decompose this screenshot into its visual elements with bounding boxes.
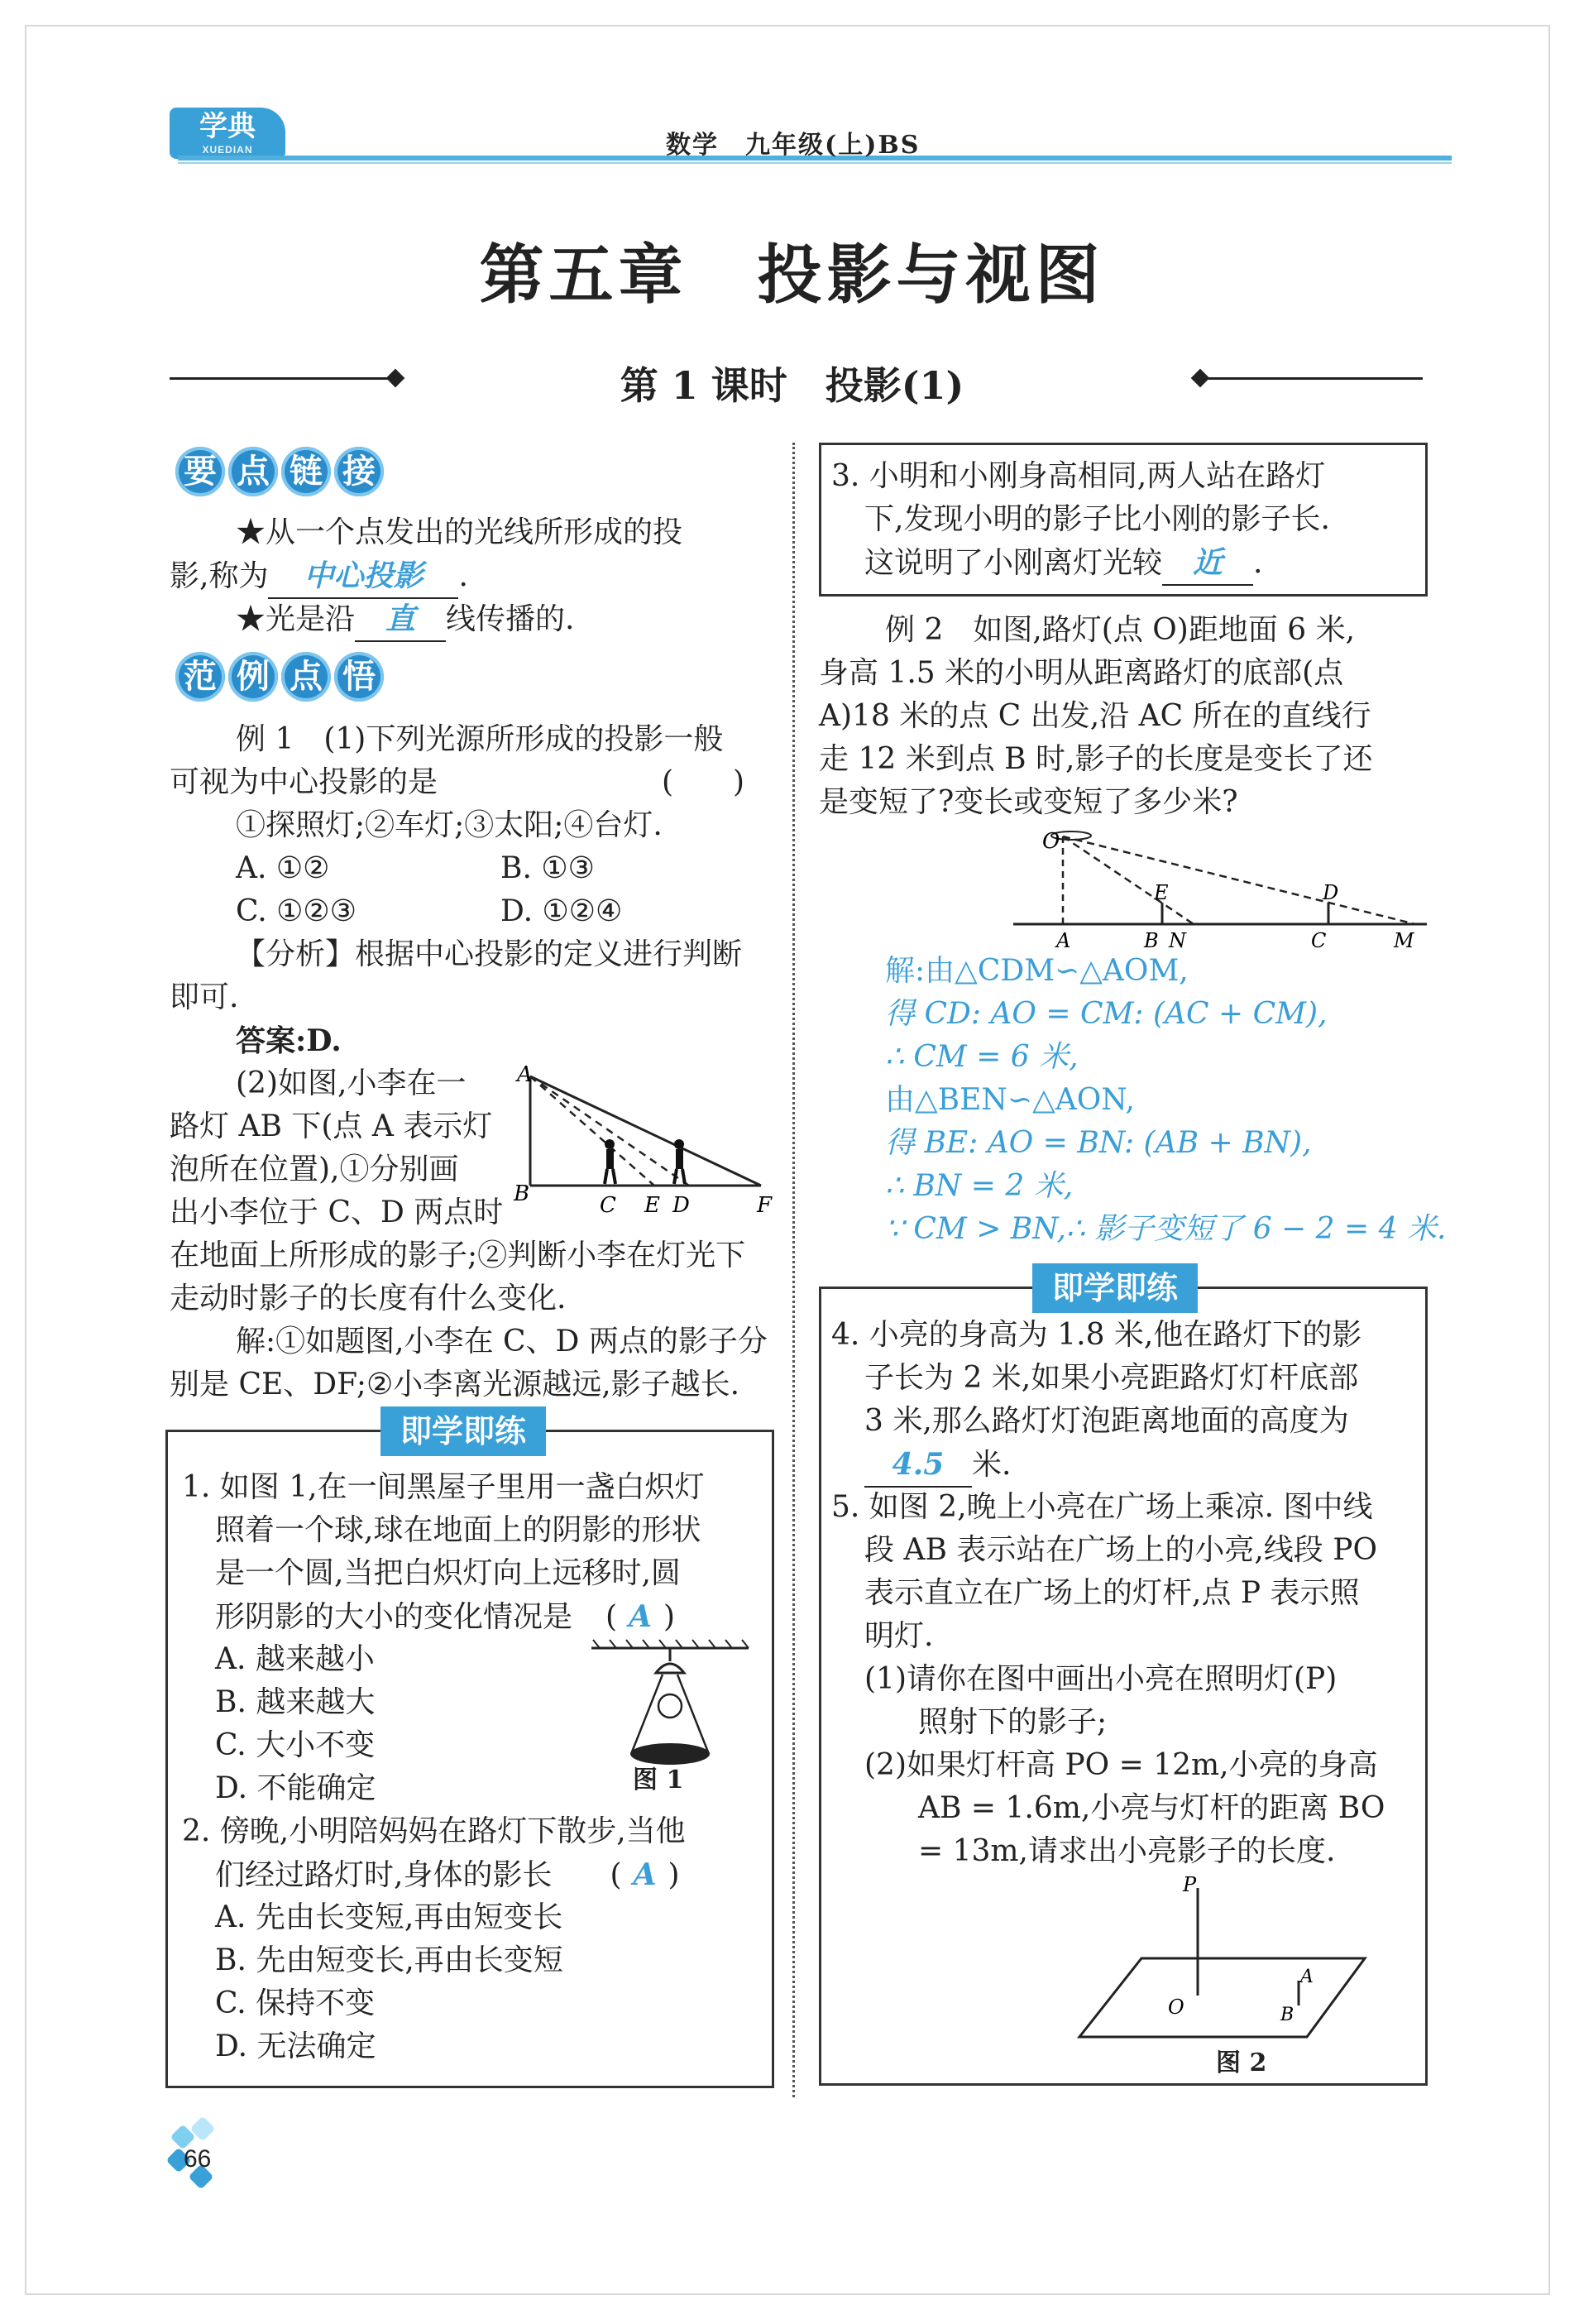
q1-line2: 照着一个球,球在地面上的阴影的形状 xyxy=(215,1513,701,1547)
key-points-badge: 要 点 链 接 xyxy=(175,447,384,496)
option-a: A. ①② xyxy=(236,851,330,885)
q2-line2: 们经过路灯时,身体的影长 ( A ) xyxy=(215,1857,680,1892)
example-1-line1: 例 1 (1)下列光源所形成的投影一般 xyxy=(236,722,724,756)
example-2-solution-1: 解:由△CDM∽△AOM, xyxy=(885,954,1189,988)
svg-text:O: O xyxy=(1168,1996,1184,2019)
figure-1-caption: 图 1 xyxy=(633,1766,684,1795)
q5-sub2-line1: (2)如果灯杆高 PO = 12m,小亮的身高 xyxy=(864,1748,1378,1782)
q2-option-a: A. 先由长变短,再由短变长 xyxy=(215,1900,563,1934)
svg-text:D: D xyxy=(672,1193,690,1218)
figure-2-caption: 图 2 xyxy=(1216,2048,1267,2077)
q2-option-b: B. 先由短变长,再由长变短 xyxy=(215,1943,563,1977)
lamp-ball-figure xyxy=(583,1638,757,1771)
option-b: B. ①③ xyxy=(500,851,595,885)
svg-text:B: B xyxy=(1280,2005,1294,2025)
example-2-line5: 是变短了?变长或变短了多少米? xyxy=(819,785,1238,819)
example-2-line3: A)18 米的点 C 出发,沿 AC 所在的直线行 xyxy=(819,699,1371,733)
q2-answer: A xyxy=(633,1857,657,1892)
example-2-figure xyxy=(1005,823,1435,951)
q5-sub2-line2: AB = 1.6m,小亮与灯杆的距离 BO xyxy=(918,1791,1385,1825)
q3-line1: 3. 小明和小刚身高相同,两人站在路灯 xyxy=(831,459,1326,493)
solution-line1: 解:①如题图,小李在 C、D 两点的影子分 xyxy=(236,1325,768,1358)
q2-option-d: D. 无法确定 xyxy=(215,2029,376,2063)
header-rule-thin xyxy=(178,162,1452,164)
option-d: D. ①②④ xyxy=(500,894,623,928)
q4-line3: 3 米,那么路灯灯泡距离地面的高度为 xyxy=(864,1404,1349,1438)
example-2-solution-5: 得 BE: AO = BN: (AB + BN), xyxy=(885,1126,1312,1160)
key-point-1-cont: 影,称为 中心投影 . xyxy=(170,554,468,599)
svg-text:A: A xyxy=(1056,929,1071,951)
svg-text:F: F xyxy=(757,1193,773,1218)
example-2-solution-4: 由△BEN∽△AON, xyxy=(885,1083,1135,1117)
svg-text:A: A xyxy=(1300,1967,1314,1987)
q1-option-c: C. 大小不变 xyxy=(215,1728,376,1762)
publisher-logo: 学典 XUEDIAN xyxy=(170,108,285,159)
svg-text:E: E xyxy=(1154,881,1169,904)
subject-grade: 数学 九年级(上)BS xyxy=(666,131,921,160)
column-divider xyxy=(792,443,795,2097)
q5-line3: 表示直立在广场上的灯杆,点 P 表示照 xyxy=(864,1576,1360,1610)
svg-text:M: M xyxy=(1394,929,1414,951)
key-point-2-answer: 直 xyxy=(355,597,446,642)
option-c: C. ①②③ xyxy=(236,894,357,928)
q1-option-a: A. 越来越小 xyxy=(215,1642,375,1676)
q5-sub1-line1: (1)请你在图中画出小亮在照明灯(P) xyxy=(864,1662,1338,1696)
title-rule-right xyxy=(1199,377,1423,380)
svg-text:C: C xyxy=(600,1193,616,1218)
answer-paren: ( ) xyxy=(662,765,745,799)
svg-text:E: E xyxy=(644,1193,660,1218)
q4-answer: 4.5 xyxy=(864,1443,972,1488)
q5-sub1-line2: 照射下的影子; xyxy=(918,1705,1108,1739)
example-2-solution-6: ∴ BN = 2 米, xyxy=(885,1169,1074,1203)
example-2-line4: 走 12 米到点 B 时,影子的长度是变长了还 xyxy=(819,742,1373,776)
square-figure xyxy=(1067,1871,1381,2053)
solution-line2: 别是 CE、DF;②小李离光源越远,影子越长. xyxy=(170,1368,740,1402)
example-1-q2-line2: 路灯 AB 下(点 A 表示灯 xyxy=(170,1109,493,1143)
key-point-1: ★从一个点发出的光线所形成的投 xyxy=(236,515,683,549)
q5-line4: 明灯. xyxy=(864,1619,934,1653)
q4-line1: 4. 小亮的身高为 1.8 米,他在路灯下的影 xyxy=(831,1318,1362,1352)
example-2-solution-7: ∵ CM > BN,∴ 影子变短了 6 − 2 = 4 米. xyxy=(885,1212,1447,1246)
q5-line1: 5. 如图 2,晚上小亮在广场上乘凉. 图中线 xyxy=(831,1490,1373,1524)
examples-badge: 范 例 点 悟 xyxy=(175,652,384,702)
svg-text:B: B xyxy=(514,1181,530,1206)
svg-text:A: A xyxy=(517,1063,533,1087)
page-number: 66 xyxy=(184,2145,212,2173)
q1-line1: 1. 如图 1,在一间黑屋子里用一盏白炽灯 xyxy=(182,1470,705,1504)
svg-text:D: D xyxy=(1323,881,1339,904)
analysis-line1: 【分析】根据中心投影的定义进行判断 xyxy=(236,937,743,971)
example-1-q2-line1: (2)如图,小李在一 xyxy=(236,1066,467,1100)
practice-tab-right: 即学即练 xyxy=(1032,1263,1198,1313)
example-2-line1: 例 2 如图,路灯(点 O)距地面 6 米, xyxy=(885,613,1356,647)
q1-answer: A xyxy=(629,1599,652,1634)
q5-sub2-line3: = 13m,请求出小亮影子的长度. xyxy=(918,1834,1336,1868)
analysis-line2: 即可. xyxy=(170,980,239,1014)
q3-line3: 这说明了小刚离灯光较 近 . xyxy=(864,541,1262,586)
q2-option-c: C. 保持不变 xyxy=(215,1986,376,2020)
example-2-solution-3: ∴ CM = 6 米, xyxy=(885,1040,1079,1074)
svg-text:N: N xyxy=(1169,929,1186,951)
streetlamp-figure xyxy=(509,1063,773,1224)
example-1-line2: 可视为中心投影的是 xyxy=(170,765,438,799)
q1-line4: 形阴影的大小的变化情况是 ( A ) xyxy=(215,1599,676,1634)
svg-text:B: B xyxy=(1144,929,1159,951)
example-2-line2: 身高 1.5 米的小明从距离路灯的底部(点 xyxy=(819,656,1344,690)
q2-line1: 2. 傍晚,小明陪妈妈在路灯下散步,当他 xyxy=(182,1814,686,1848)
q5-line2: 段 AB 表示站在广场上的小亮,线段 PO xyxy=(864,1533,1377,1567)
example-2-solution-2: 得 CD: AO = CM: (AC + CM), xyxy=(885,997,1328,1031)
q1-line3: 是一个圆,当把白炽灯向上远移时,圆 xyxy=(215,1556,681,1590)
svg-text:O: O xyxy=(1042,829,1060,854)
q4-line4: 4.5 米. xyxy=(864,1443,1011,1488)
q1-option-b: B. 越来越大 xyxy=(215,1685,376,1719)
example-1-line3: ①探照灯;②车灯;③太阳;④台灯. xyxy=(236,808,663,842)
q4-line2: 子长为 2 米,如果小亮距路灯灯杆底部 xyxy=(864,1361,1359,1395)
q3-line2: 下,发现小明的影子比小刚的影子长. xyxy=(864,502,1330,536)
q1-option-d: D. 不能确定 xyxy=(215,1771,376,1805)
q3-answer: 近 xyxy=(1162,541,1253,586)
example-1-q2-line4: 出小李位于 C、D 两点时 xyxy=(170,1196,504,1229)
practice-tab-left: 即学即练 xyxy=(380,1406,546,1456)
example-1-q2-line3: 泡所在位置),①分别画 xyxy=(170,1152,459,1186)
chapter-title: 第五章 投影与视图 xyxy=(479,237,1105,313)
svg-text:C: C xyxy=(1311,929,1327,951)
example-1-q2-line5: 在地面上所形成的影子;②判断小李在灯光下 xyxy=(170,1239,746,1272)
example-1-q2-line6: 走动时影子的长度有什么变化. xyxy=(170,1282,567,1315)
example-1-answer: 答案:D. xyxy=(236,1023,342,1058)
lesson-title: 第 1 课时 投影(1) xyxy=(620,363,964,408)
svg-text:P: P xyxy=(1183,1873,1197,1896)
key-point-1-answer: 中心投影 xyxy=(268,554,458,599)
key-point-2: ★光是沿 直 线传播的. xyxy=(236,597,574,642)
